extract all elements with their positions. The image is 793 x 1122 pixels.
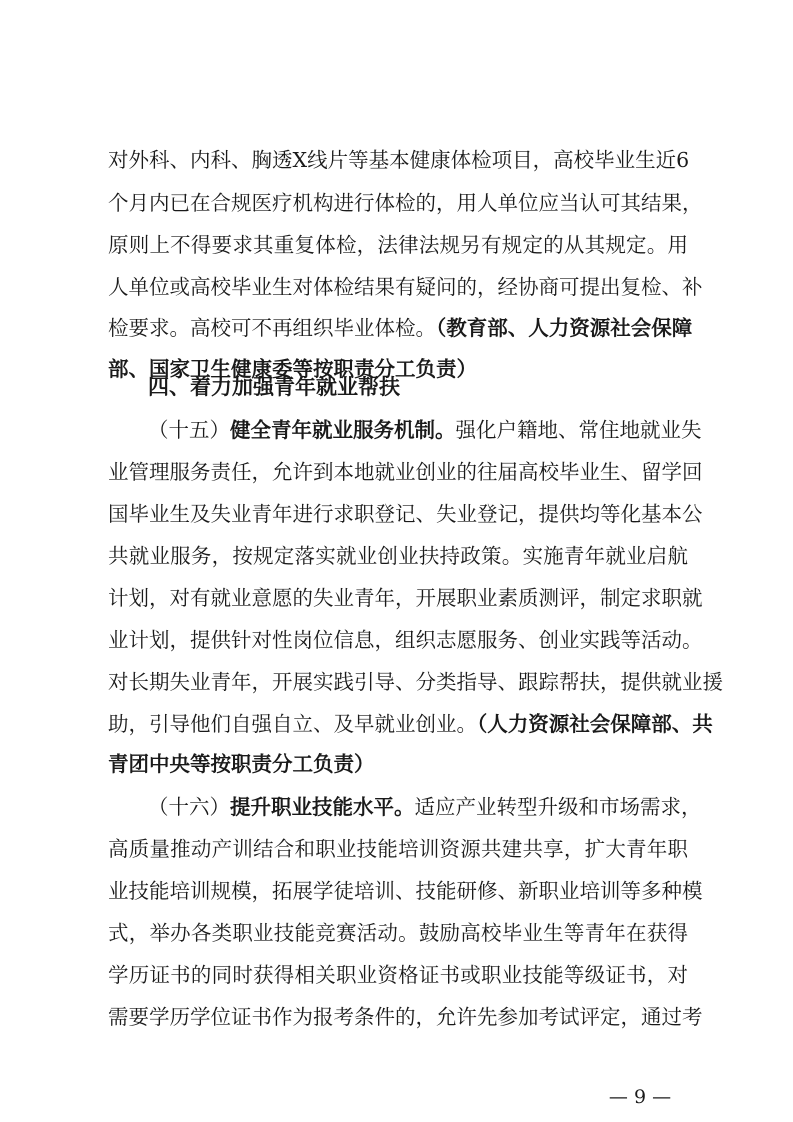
responsibility-note: （人力资源社会保障部、共 (477, 712, 713, 736)
paragraph-line (108, 311, 693, 345)
responsibility-note: 青团中央等按职责分工负责） (108, 752, 375, 776)
paragraph-line: 高质量推动产训结合和职业技能培训资源共建共享，扩大青年职 (108, 837, 688, 861)
page-number: — 9 — (608, 1086, 672, 1108)
item-number: （十六） (148, 795, 230, 819)
paragraph-line: 业技能培训规模，拓展学徒培训、技能研修、新职业培训等多种模 (108, 879, 703, 903)
paragraph-line: 需要学历学位证书作为报考条件的，允许先参加考试评定，通过考 (108, 1005, 703, 1029)
item-number: （十五） (148, 418, 230, 442)
paragraph-text: 检要求。高校可不再组织毕业体检。 (108, 316, 436, 340)
paragraph-line (148, 413, 702, 447)
item-title: 健全青年就业服务机制。 (230, 418, 456, 442)
paragraph-line (148, 790, 702, 824)
paragraph-line: 计划，对有就业意愿的失业青年，开展职业素质测评，制定求职就 (108, 586, 703, 610)
paragraph-line (108, 707, 713, 741)
paragraph-line: 人单位或高校毕业生对体检结果有疑问的，经协商可提出复检、补 (108, 275, 703, 299)
paragraph-line: 业管理服务责任，允许到本地就业创业的往届高校毕业生、留学回 (108, 460, 703, 484)
paragraph-line: 对外科、内科、胸透X线片等基本健康体检项目，高校毕业生近6 (108, 148, 690, 172)
paragraph-line: 共就业服务，按规定落实就业创业扶持政策。实施青年就业启航 (108, 544, 688, 568)
paragraph-text: 适应产业转型升级和市场需求， (414, 795, 702, 819)
paragraph-line: 原则上不得要求其重复体检，法律法规另有规定的从其规定。用 (108, 233, 688, 257)
paragraph-line: 国毕业生及失业青年进行求职登记、失业登记，提供均等化基本公 (108, 502, 703, 526)
paragraph-text: 强化户籍地、常住地就业失 (455, 418, 702, 442)
section-heading: 四、着力加强青年就业帮扶 (148, 375, 400, 399)
paragraph-line: 个月内已在合规医疗机构进行体检的，用人单位应当认可其结果， (108, 191, 703, 215)
item-title: 提升职业技能水平。 (230, 795, 415, 819)
responsibility-note: （教育部、人力资源社会保障 (436, 316, 693, 340)
paragraph-line: 业计划，提供针对性岗位信息，组织志愿服务、创业实践等活动。 (108, 628, 703, 652)
paragraph-line: 对长期失业青年，开展实践引导、分类指导、跟踪帮扶，提供就业援 (108, 670, 723, 694)
responsibility-note: 部、国家卫生健康委等按职责分工负责） (108, 357, 477, 381)
paragraph-text: 助，引导他们自强自立、及早就业创业。 (108, 712, 477, 736)
paragraph-line: 式，举办各类职业技能竞赛活动。鼓励高校毕业生等青年在获得 (108, 921, 688, 945)
paragraph-line: 学历证书的同时获得相关职业资格证书或职业技能等级证书，对 (108, 963, 688, 987)
